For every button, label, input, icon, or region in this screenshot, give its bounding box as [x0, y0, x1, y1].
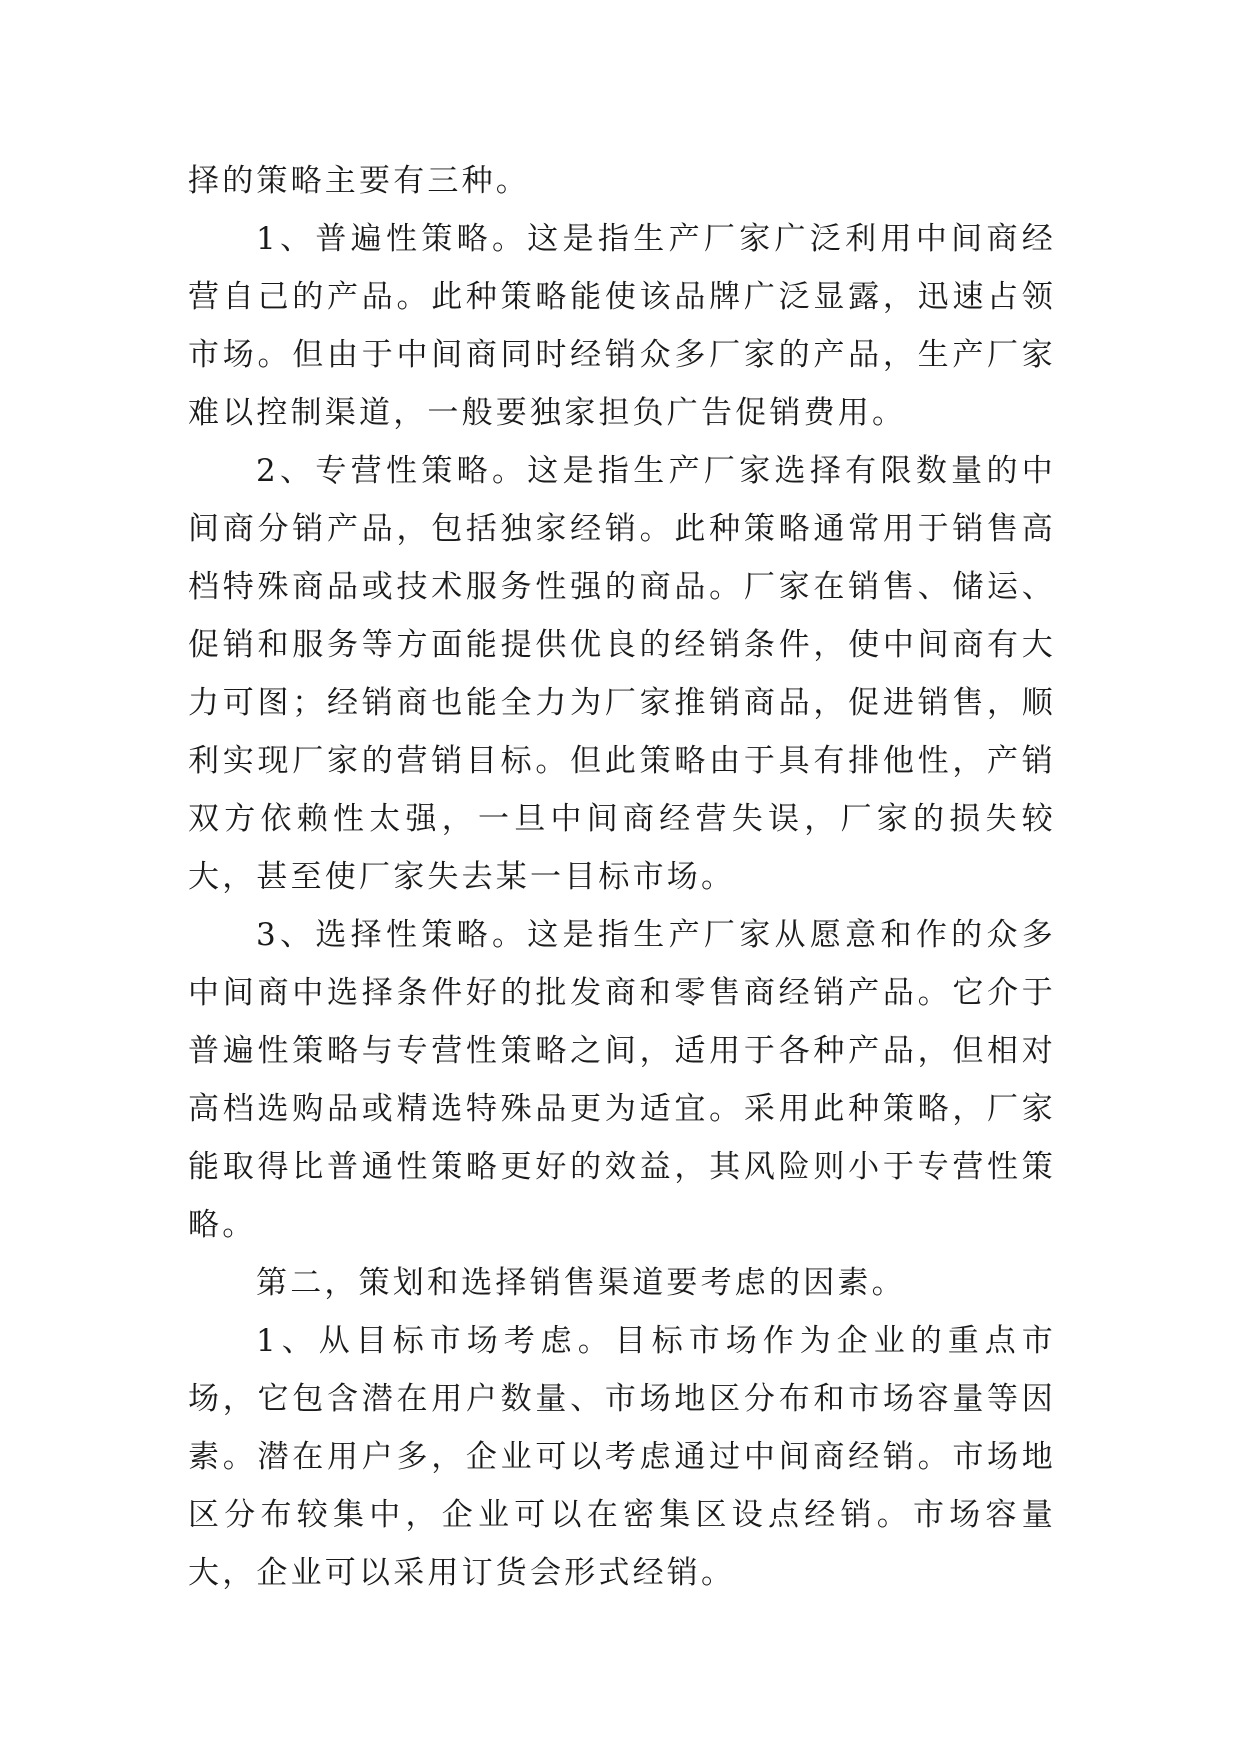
- paragraph-universal-strategy: 1、普遍性策略。这是指生产厂家广泛利用中间商经营自己的产品。此种策略能使该品牌广泛显露，迅速占领市场。但由于中间商同时经销众多厂家的产品，生产厂家难以控制渠道，一般要独家担负广告促销费用。: [188, 221, 1056, 431]
- paragraph-continuation: 择的策略主要有三种。: [188, 163, 530, 199]
- document-body: [188, 152, 1056, 1602]
- paragraph-target-market: 1、从目标市场考虑。目标市场作为企业的重点市场，它包含潜在用户数量、市场地区分布和市场容量等因素。潜在用户多，企业可以考虑通过中间商经销。市场地区分布较集中，企业可以在密集区设点经销。市场容量大，企业可以采用订货会形式经销。: [188, 1323, 1056, 1591]
- paragraph-factors-heading: 第二，策划和选择销售渠道要考虑的因素。: [256, 1265, 906, 1301]
- paragraph-selective-strategy: 3、选择性策略。这是指生产厂家从愿意和作的众多中间商中选择条件好的批发商和零售商经销产品。它介于普遍性策略与专营性策略之间，适用于各种产品，但相对高档选购品或精选特殊品更为适宜。采用此种策略，厂家能取得比普通性策略更好的效益，其风险则小于专营性策略。: [188, 917, 1056, 1243]
- paragraph-exclusive-strategy: 2、专营性策略。这是指生产厂家选择有限数量的中间商分销产品，包括独家经销。此种策略通常用于销售高档特殊商品或技术服务性强的商品。厂家在销售、储运、促销和服务等方面能提供优良的经销条件，使中间商有大力可图；经销商也能全力为厂家推销商品，促进销售，顺利实现厂家的营销目标。但此策略由于具有排他性，产销双方依赖性太强，一旦中间商经营失误，厂家的损失较大，甚至使厂家失去某一目标市场。: [188, 453, 1056, 895]
